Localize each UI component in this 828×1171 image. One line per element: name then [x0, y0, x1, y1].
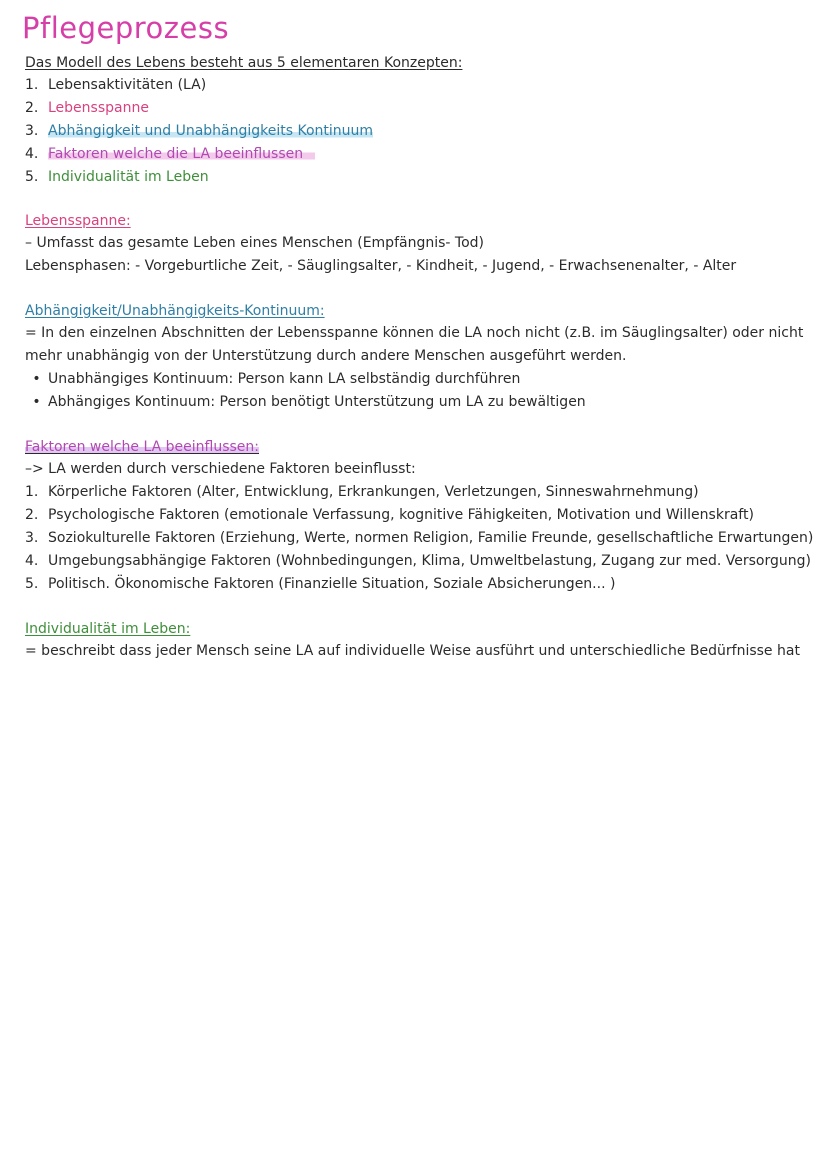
faktoren-intro: –> LA werden durch verschiedene Faktoren beeinflusst: [25, 461, 416, 477]
faktor-item-3 [25, 528, 814, 548]
faktor-item-2 [25, 505, 814, 525]
faktor-item-5 [25, 574, 814, 594]
list-number: 2. [25, 507, 39, 523]
abhaengigkeit-definition-line1: = In den einzelnen Abschnitten der Lebensspanne können die LA noch nicht (z.B. im Säuglingsalter) oder nicht [25, 325, 804, 341]
faktoren-heading-text: Faktoren welche LA beeinflussen: [25, 439, 259, 455]
intro-item-2 [25, 98, 814, 118]
bullet-text: Abhängiges Kontinuum: Person benötigt Unterstützung um LA zu bewältigen [48, 394, 586, 410]
list-item-text: Lebensaktivitäten (LA) [48, 77, 207, 93]
intro-item-1 [25, 75, 814, 95]
lebensphasen-line: Lebensphasen: - Vorgeburtliche Zeit, - Säuglingsalter, - Kindheit, - Jugend, - Erwachsenenalter, - Alter [25, 258, 737, 274]
bullet-text: Unabhängiges Kontinuum: Person kann LA selbständig durchführen [48, 371, 521, 387]
intro-item-5 [25, 167, 814, 187]
list-number: 4. [25, 553, 39, 569]
lebensspanne-heading: Lebensspanne: [25, 213, 131, 229]
bullet-item-1 [25, 369, 814, 389]
list-number: 1. [25, 484, 39, 500]
intro-heading: Das Modell des Lebens besteht aus 5 elementaren Konzepten: [25, 55, 463, 71]
bullet-item-2 [25, 392, 814, 412]
list-item-text: Psychologische Faktoren (emotionale Verfassung, kognitive Fähigkeiten, Motivation und Willenskraft) [48, 507, 754, 523]
list-item-text: Individualität im Leben [48, 169, 209, 185]
list-number: 5. [25, 169, 39, 185]
bullet-dot: • [32, 371, 41, 387]
list-number: 1. [25, 77, 39, 93]
list-item-text: Faktoren welche die LA beeinflussen [48, 146, 315, 162]
abhaengigkeit-heading: Abhängigkeit/Unabhängigkeits-Kontinuum: [25, 303, 325, 319]
individualitaet-heading: Individualität im Leben: [25, 621, 191, 637]
page-title: Pflegeprozess [22, 11, 230, 45]
abhaengigkeit-definition-line2: mehr unabhängig von der Unterstützung durch andere Menschen ausgeführt werden. [25, 348, 627, 364]
bullet-dot: • [32, 394, 41, 410]
list-item-text: Abhängigkeit und Unabhängigkeits Kontinuum [48, 123, 374, 139]
lebensspanne-definition: – Umfasst das gesamte Leben eines Menschen (Empfängnis- Tod) [25, 235, 484, 251]
list-item-text: Körperliche Faktoren (Alter, Entwicklung, Erkrankungen, Verletzungen, Sinneswahrnehmung) [48, 484, 699, 500]
list-number: 5. [25, 576, 39, 592]
individualitaet-definition: = beschreibt dass jeder Mensch seine LA auf individuelle Weise ausführt und unterschiedliche Bedürfnisse hat [25, 643, 800, 659]
list-number: 3. [25, 530, 39, 546]
faktor-item-1 [25, 482, 814, 502]
list-item-text: Umgebungsabhängige Faktoren (Wohnbedingungen, Klima, Umweltbelastung, Zugang zur med. Versorgung) [48, 553, 811, 569]
faktor-item-4 [25, 551, 814, 571]
faktoren-heading [25, 437, 814, 457]
intro-item-3 [25, 121, 814, 141]
list-number: 3. [25, 123, 39, 139]
list-item-text: Politisch. Ökonomische Faktoren (Finanzielle Situation, Soziale Absicherungen... ) [48, 576, 616, 592]
list-number: 4. [25, 146, 39, 162]
list-number: 2. [25, 100, 39, 116]
list-item-text: Lebensspanne [48, 100, 149, 116]
intro-item-4 [25, 144, 814, 164]
list-item-text: Soziokulturelle Faktoren (Erziehung, Werte, normen Religion, Familie Freunde, gesellschaftliche Erwartungen) [48, 530, 814, 546]
